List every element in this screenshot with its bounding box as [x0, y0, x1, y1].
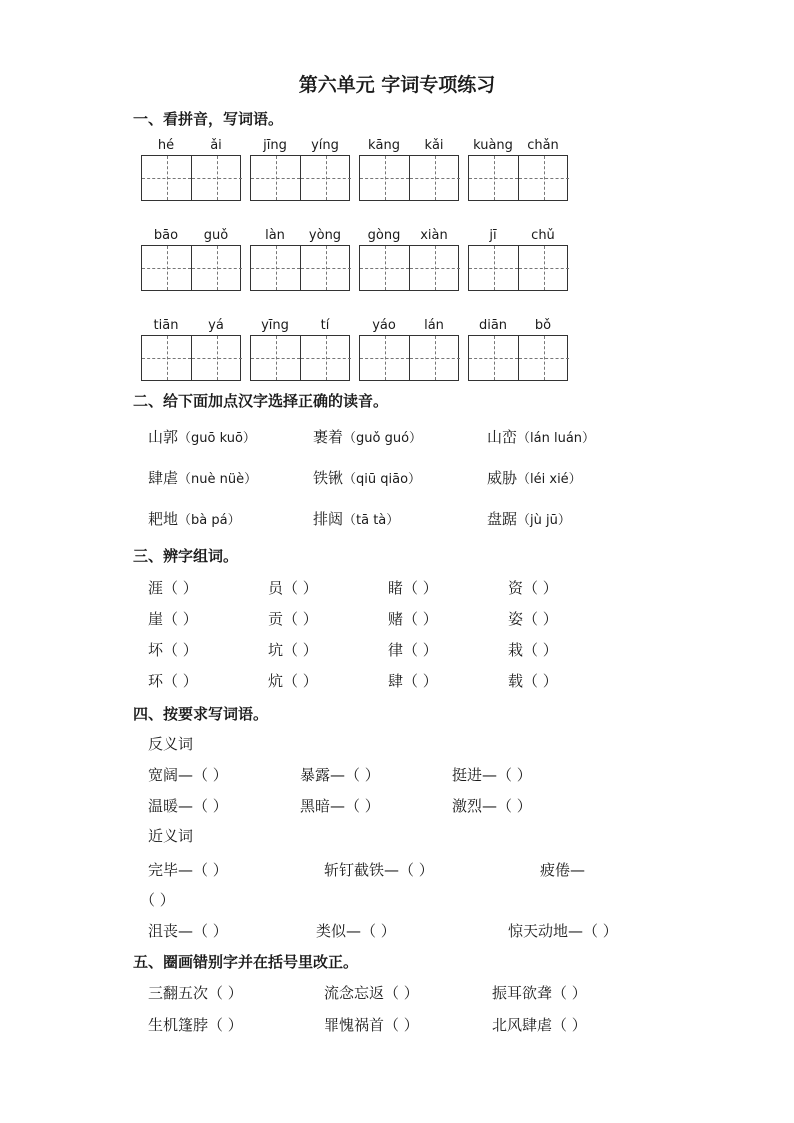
cell-guide-line	[192, 358, 242, 359]
cell-guide-line	[360, 358, 409, 359]
word-group-item: 崖（ ）	[148, 610, 198, 628]
character-cell[interactable]	[301, 336, 351, 380]
writing-grid[interactable]	[468, 245, 568, 291]
word-group-item: 贡（ ）	[268, 610, 318, 628]
synonym-label: 近义词	[148, 827, 194, 845]
character-cell[interactable]	[519, 246, 569, 290]
word-group-item: 栽（ ）	[508, 641, 558, 659]
word-group-item: 员（ ）	[268, 579, 318, 597]
pinyin-label: guǒ	[203, 228, 229, 243]
item-pinyin-options: （jù jū）	[517, 513, 571, 528]
pinyin-label: kuàng	[473, 138, 513, 153]
character-cell[interactable]	[469, 336, 519, 380]
pinyin-label: làn	[265, 228, 285, 243]
item-pinyin-options: （nuè nüè）	[178, 472, 258, 487]
cell-guide-line	[192, 268, 242, 269]
typo-item: 流念忘返（ ）	[324, 984, 419, 1002]
pinyin-label: bāo	[153, 228, 179, 243]
cell-guide-line	[519, 358, 569, 359]
character-cell[interactable]	[410, 246, 460, 290]
synonym-item: 完毕—（ ）	[148, 861, 228, 879]
pinyin-label: diān	[478, 318, 508, 333]
antonym-item: 激烈—（ ）	[452, 797, 532, 815]
character-cell[interactable]	[360, 336, 410, 380]
pinyin-label: chǔ	[531, 228, 555, 243]
pinyin-label: yáo	[372, 318, 396, 333]
reading-item	[313, 508, 399, 529]
cell-guide-line	[251, 268, 300, 269]
character-cell[interactable]	[410, 336, 460, 380]
cell-guide-line	[519, 178, 569, 179]
character-cell[interactable]	[301, 156, 351, 200]
character-cell[interactable]	[142, 246, 192, 290]
cell-guide-line	[192, 178, 242, 179]
character-cell[interactable]	[142, 156, 192, 200]
character-cell[interactable]	[192, 246, 242, 290]
item-word: 盘踞	[487, 510, 518, 528]
pinyin-label: yīng	[261, 318, 289, 333]
item-pinyin-options: （tā tà）	[343, 513, 400, 528]
pinyin-label: kāng	[368, 138, 400, 153]
item-pinyin-options: （lán luán）	[517, 431, 596, 446]
typo-item: 三翻五次（ ）	[148, 984, 243, 1002]
word-group-item: 肆（ ）	[388, 672, 438, 690]
character-cell[interactable]	[142, 336, 192, 380]
antonym-item: 暴露—（ ）	[300, 766, 380, 784]
typo-item: 罪愧祸首（ ）	[324, 1016, 419, 1034]
section-5-heading: 五、圈画错别字并在括号里改正。	[133, 953, 359, 971]
pinyin-label: yíng	[311, 138, 339, 153]
cell-guide-line	[519, 268, 569, 269]
section-3-heading: 三、辨字组词。	[133, 547, 239, 565]
word-group-item: 环（ ）	[148, 672, 198, 690]
pinyin-label: ǎi	[210, 138, 222, 153]
character-cell[interactable]	[251, 246, 301, 290]
writing-grid[interactable]	[250, 245, 350, 291]
writing-grid[interactable]	[359, 245, 459, 291]
character-cell[interactable]	[519, 156, 569, 200]
character-cell[interactable]	[192, 156, 242, 200]
word-group-item: 炕（ ）	[268, 672, 318, 690]
cell-guide-line	[142, 358, 191, 359]
item-word: 山峦	[487, 428, 518, 446]
pinyin-label: xiàn	[420, 228, 448, 243]
word-group-item: 赌（ ）	[388, 610, 438, 628]
pinyin-label: yòng	[308, 228, 342, 243]
typo-item: 振耳欲聋（ ）	[492, 984, 587, 1002]
item-word: 肆虐	[148, 469, 179, 487]
synonym-item: 疲倦—	[540, 861, 586, 879]
synonym-item-wrap: （ ）	[140, 891, 175, 909]
word-group-item: 载（ ）	[508, 672, 558, 690]
word-group-item: 资（ ）	[508, 579, 558, 597]
reading-item	[313, 467, 421, 488]
cell-guide-line	[142, 268, 191, 269]
antonym-item: 宽阔—（ ）	[148, 766, 228, 784]
writing-grid[interactable]	[250, 155, 350, 201]
pinyin-label: jī	[489, 228, 497, 243]
item-word: 耙地	[148, 510, 179, 528]
reading-item	[148, 467, 257, 488]
reading-item	[148, 508, 241, 529]
cell-guide-line	[301, 178, 351, 179]
section-2-heading: 二、给下面加点汉字选择正确的读音。	[133, 392, 389, 410]
item-pinyin-options: （guǒ guó）	[343, 431, 423, 446]
writing-grid[interactable]	[141, 155, 241, 201]
writing-grid[interactable]	[468, 155, 568, 201]
cell-guide-line	[469, 178, 518, 179]
pinyin-label: tí	[320, 318, 330, 333]
reading-item	[487, 508, 571, 529]
synonym-item: 类似—（ ）	[316, 922, 396, 940]
synonym-item: 斩钉截铁—（ ）	[324, 861, 434, 879]
word-group-item: 坏（ ）	[148, 641, 198, 659]
character-cell[interactable]	[251, 336, 301, 380]
writing-grid[interactable]	[359, 335, 459, 381]
typo-item: 生机篷脖（ ）	[148, 1016, 243, 1034]
cell-guide-line	[360, 178, 409, 179]
writing-grid[interactable]	[250, 335, 350, 381]
cell-guide-line	[251, 178, 300, 179]
word-group-item: 涯（ ）	[148, 579, 198, 597]
section-1-heading: 一、看拼音，写词语。	[133, 110, 284, 128]
character-cell[interactable]	[410, 156, 460, 200]
word-group-item: 睹（ ）	[388, 579, 438, 597]
cell-guide-line	[410, 268, 460, 269]
reading-item	[148, 426, 256, 447]
writing-grid[interactable]	[141, 245, 241, 291]
reading-item	[487, 467, 582, 488]
item-word: 山郭	[148, 428, 179, 446]
cell-guide-line	[469, 268, 518, 269]
item-pinyin-options: （bà pá）	[178, 513, 241, 528]
character-cell[interactable]	[469, 246, 519, 290]
synonym-item: 惊天动地—（ ）	[508, 922, 618, 940]
word-group-item: 律（ ）	[388, 641, 438, 659]
pinyin-label: kǎi	[424, 138, 444, 153]
pinyin-label: bǒ	[534, 318, 552, 333]
writing-grid[interactable]	[141, 335, 241, 381]
antonym-item: 挺进—（ ）	[452, 766, 532, 784]
antonym-item: 黑暗—（ ）	[300, 797, 380, 815]
writing-grid[interactable]	[359, 155, 459, 201]
cell-guide-line	[360, 268, 409, 269]
cell-guide-line	[301, 358, 351, 359]
item-word: 铁锹	[313, 469, 344, 487]
item-word: 裹着	[313, 428, 344, 446]
pinyin-label: yá	[208, 318, 224, 333]
section-4-heading: 四、按要求写词语。	[133, 705, 269, 723]
item-word: 威胁	[487, 469, 518, 487]
character-cell[interactable]	[251, 156, 301, 200]
character-cell[interactable]	[301, 246, 351, 290]
character-cell[interactable]	[360, 246, 410, 290]
character-cell[interactable]	[519, 336, 569, 380]
pinyin-label: chǎn	[527, 138, 559, 153]
reading-item	[487, 426, 595, 447]
item-pinyin-options: （qiū qiāo）	[343, 472, 422, 487]
antonym-item: 温暖—（ ）	[148, 797, 228, 815]
cell-guide-line	[142, 178, 191, 179]
cell-guide-line	[410, 178, 460, 179]
writing-grid[interactable]	[468, 335, 568, 381]
character-cell[interactable]	[192, 336, 242, 380]
cell-guide-line	[410, 358, 460, 359]
pinyin-label: lán	[424, 318, 444, 333]
item-pinyin-options: （guō kuō）	[178, 431, 256, 446]
character-cell[interactable]	[469, 156, 519, 200]
pinyin-label: hé	[157, 138, 175, 153]
pinyin-label: gòng	[367, 228, 401, 243]
pinyin-label: tiān	[153, 318, 179, 333]
reading-item	[313, 426, 422, 447]
pinyin-label: jīng	[263, 138, 287, 153]
item-pinyin-options: （léi xié）	[517, 472, 582, 487]
word-group-item: 姿（ ）	[508, 610, 558, 628]
synonym-item: 沮丧—（ ）	[148, 922, 228, 940]
typo-item: 北风肆虐（ ）	[492, 1016, 587, 1034]
character-cell[interactable]	[360, 156, 410, 200]
cell-guide-line	[469, 358, 518, 359]
word-group-item: 坑（ ）	[268, 641, 318, 659]
cell-guide-line	[251, 358, 300, 359]
item-word: 排闼	[313, 510, 344, 528]
page-title: 第六单元 字词专项练习	[298, 74, 496, 96]
antonym-label: 反义词	[148, 735, 194, 753]
cell-guide-line	[301, 268, 351, 269]
